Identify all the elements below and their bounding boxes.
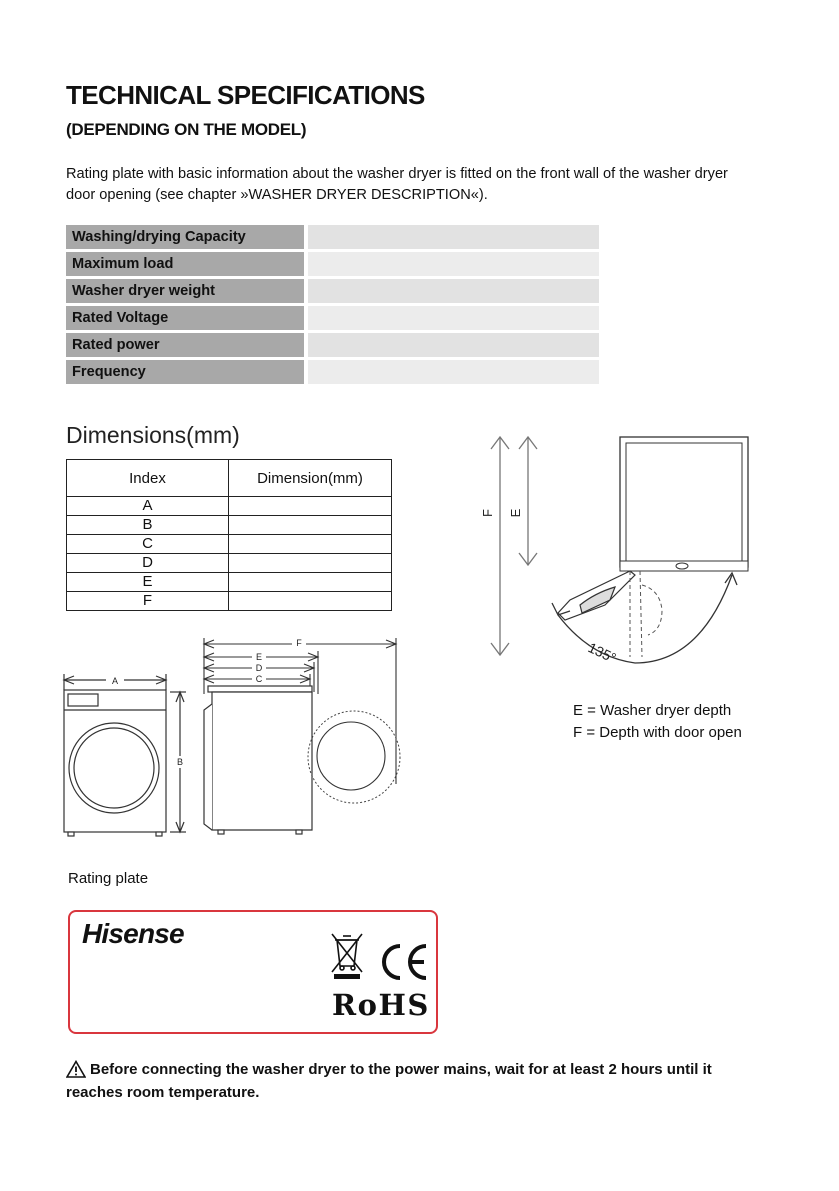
front-view-diagram [56, 668, 196, 843]
spec-label: Rated power [66, 333, 308, 357]
table-row [67, 554, 392, 573]
label-c-side: C [255, 674, 263, 684]
spec-value [308, 252, 599, 276]
spec-value [308, 306, 599, 330]
spec-value [308, 333, 599, 357]
value-cell [229, 535, 392, 554]
machine-side-outline [204, 686, 312, 834]
page-title: TECHNICAL SPECIFICATIONS [66, 80, 425, 110]
rating-plate [68, 910, 438, 1034]
brand-logo: Hisense [82, 918, 184, 949]
table-row [67, 497, 392, 516]
door-dashed-path [630, 571, 662, 657]
header-index: Index [67, 460, 229, 497]
spec-label: Washing/drying Capacity [66, 225, 308, 249]
table-row [67, 592, 392, 611]
label-f: F [480, 509, 495, 517]
header-dimension: Dimension(mm) [229, 460, 392, 497]
ce-mark-icon [378, 942, 430, 982]
index-cell: F [67, 592, 229, 611]
machine-top-outline [620, 437, 748, 571]
dimensions-header-row [67, 460, 392, 497]
spec-table [66, 222, 599, 387]
spec-value [308, 279, 599, 303]
angle-label: 135° [585, 639, 619, 666]
door-open-outline [308, 711, 400, 803]
label-e-side: E [255, 652, 263, 662]
value-cell [229, 554, 392, 573]
rating-plate-caption: Rating plate [68, 870, 149, 887]
spec-row [66, 333, 599, 357]
spec-row [66, 360, 599, 384]
spec-value [308, 360, 599, 384]
spec-label: Washer dryer weight [66, 279, 308, 303]
top-view-diagram [470, 425, 770, 675]
dimension-legend [573, 700, 742, 744]
spec-label: Maximum load [66, 252, 308, 276]
value-cell [229, 516, 392, 535]
rohs-mark: RoHS [332, 988, 430, 1022]
legend-item: F = Depth with door open [573, 724, 742, 741]
weee-bin-icon [328, 930, 366, 980]
table-row [67, 535, 392, 554]
label-b: B [176, 757, 184, 767]
label-e: E [508, 508, 523, 518]
dimensions-title: Dimensions(mm) [66, 422, 240, 448]
value-cell [229, 592, 392, 611]
label-d-side: D [255, 663, 263, 673]
label-f-side: F [296, 638, 302, 648]
page-subtitle: (DEPENDING ON THE MODEL) [66, 120, 307, 139]
spec-row [66, 306, 599, 330]
dimensions-table [66, 459, 392, 611]
table-row [67, 573, 392, 592]
table-row [67, 516, 392, 535]
index-cell: C [67, 535, 229, 554]
intro-paragraph: Rating plate with basic information about the washer dryer is fitted on the front wall of the washer dryer door opening (see chapter »WASHER DRYER DESCRIPTION«). [66, 166, 728, 203]
machine-front-outline [64, 690, 166, 836]
door-outline [558, 571, 635, 620]
warning-text [66, 1058, 766, 1104]
index-cell: E [67, 573, 229, 592]
spec-row [66, 225, 599, 249]
spec-row [66, 252, 599, 276]
spec-label: Frequency [66, 360, 308, 384]
value-cell [229, 497, 392, 516]
spec-label: Rated Voltage [66, 306, 308, 330]
label-a: A [111, 676, 119, 686]
value-cell [229, 573, 392, 592]
spec-row [66, 279, 599, 303]
side-view-diagram [196, 634, 406, 844]
index-cell: D [67, 554, 229, 573]
spec-value [308, 225, 599, 249]
angle-arc [552, 573, 737, 663]
legend-item: E = Washer dryer depth [573, 702, 732, 719]
warning-message: Before connecting the washer dryer to the power mains, wait for at least 2 hours until it reaches room temperature. [66, 1061, 712, 1101]
index-cell: B [67, 516, 229, 535]
index-cell: A [67, 497, 229, 516]
